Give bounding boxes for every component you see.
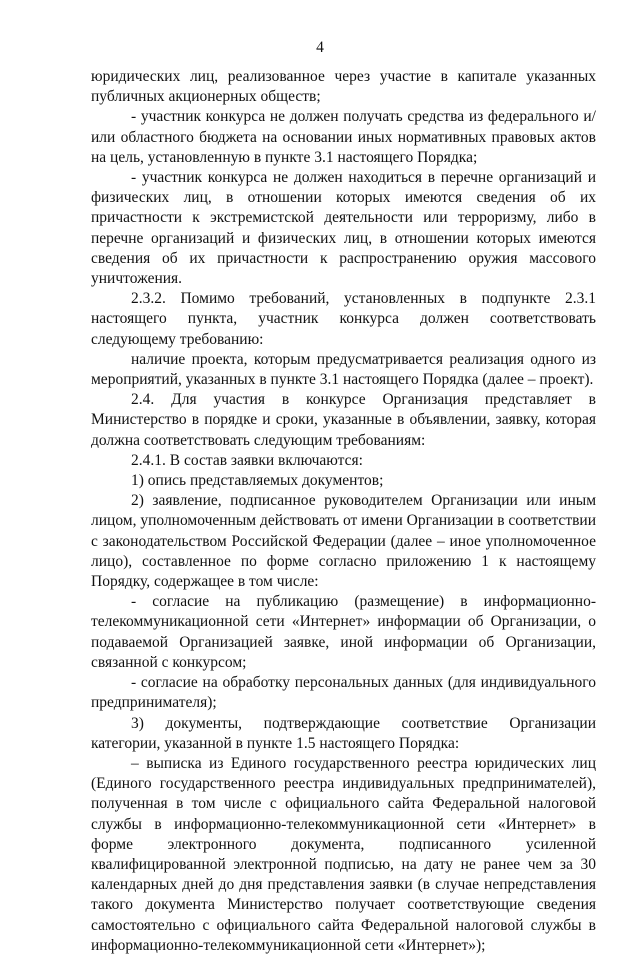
document-body [91, 67, 596, 956]
paragraph-2-4-1: 2.4.1. В состав заявки включаются: [131, 451, 363, 469]
list-item-3-registry-extract: – выписка из Единого государственного реестра юридических лиц (Единого государственного реестра индивидуальных предпринимателей), полученная в том числе с официального сайта Федеральной налоговой службы в информационно-телекоммуникационной сети «Интернет» в форме электронного документа, подписанного усиленной квалифицированной электронной подписью, на дату не ранее чем за 30 календарных дней до дня представления заявки (в случае непредставления такого документа Министерство получает соответствующие сведения самостоятельно с официального сайта Федеральной налоговой службы в информационно-телекоммуникационной сети «Интернет»); [91, 754, 596, 954]
paragraph-project-requirement: наличие проекта, которым предусматривается реализация одного из мероприятий, указанных в пункте 3.1 настоящего Порядка (далее – проект). [91, 350, 596, 389]
paragraph-extremism-list-requirement: - участник конкурса не должен находиться в перечне организаций и физических лиц, в отношении которых имеются сведения об их причастности к экстремистской деятельности или терроризму, либо в перечне организаций и физических лиц, в отношении которых имеются сведения об их причастности к распространению оружия массового уничтожения. [91, 169, 596, 288]
paragraph-continuation: юридических лиц, реализованное через участие в капитале указанных публичных акционерных обществ; [91, 68, 596, 106]
list-item-3: 3) документы, подтверждающие соответствие Организации категории, указанной в пункте 1.5 настоящего Порядка: [91, 714, 596, 752]
paragraph-budget-requirement: - участник конкурса не должен получать средства из федерального и/или областного бюджета на основании иных нормативных правовых актов на цель, установленную в пункте 3.1 настоящего Порядка; [91, 108, 596, 166]
page-number: 4 [316, 39, 324, 56]
list-item-1: 1) опись представляемых документов; [131, 472, 384, 490]
list-item-2-consent-personal-data: - согласие на обработку персональных данных (для индивидуального предпринимателя); [91, 674, 596, 712]
list-item-2-consent-publication: - согласие на публикацию (размещение) в информационно-телекоммуникационной сети «Интернет» информации об Организации, о подаваемой Организацией заявке, иной информации об Организации, связанной с конкурсом; [91, 593, 596, 671]
list-item-2: 2) заявление, подписанное руководителем Организации или иным лицом, уполномоченным действовать от имени Организации в соответствии с законодательством Российской Федерации (далее – иное уполномоченное лицо), составленное по форме согласно приложению 1 к настоящему Порядку, содержащее в том числе: [91, 492, 596, 591]
paragraph-2-3-2: 2.3.2. Помимо требований, установленных в подпункте 2.3.1 настоящего пункта, участник конкурса должен соответствовать следующему требованию: [91, 290, 596, 348]
paragraph-2-4: 2.4. Для участия в конкурсе Организация представляет в Министерство в порядке и сроки, указанные в объявлении, заявку, которая должна соответствовать следующим требованиям: [91, 391, 596, 449]
